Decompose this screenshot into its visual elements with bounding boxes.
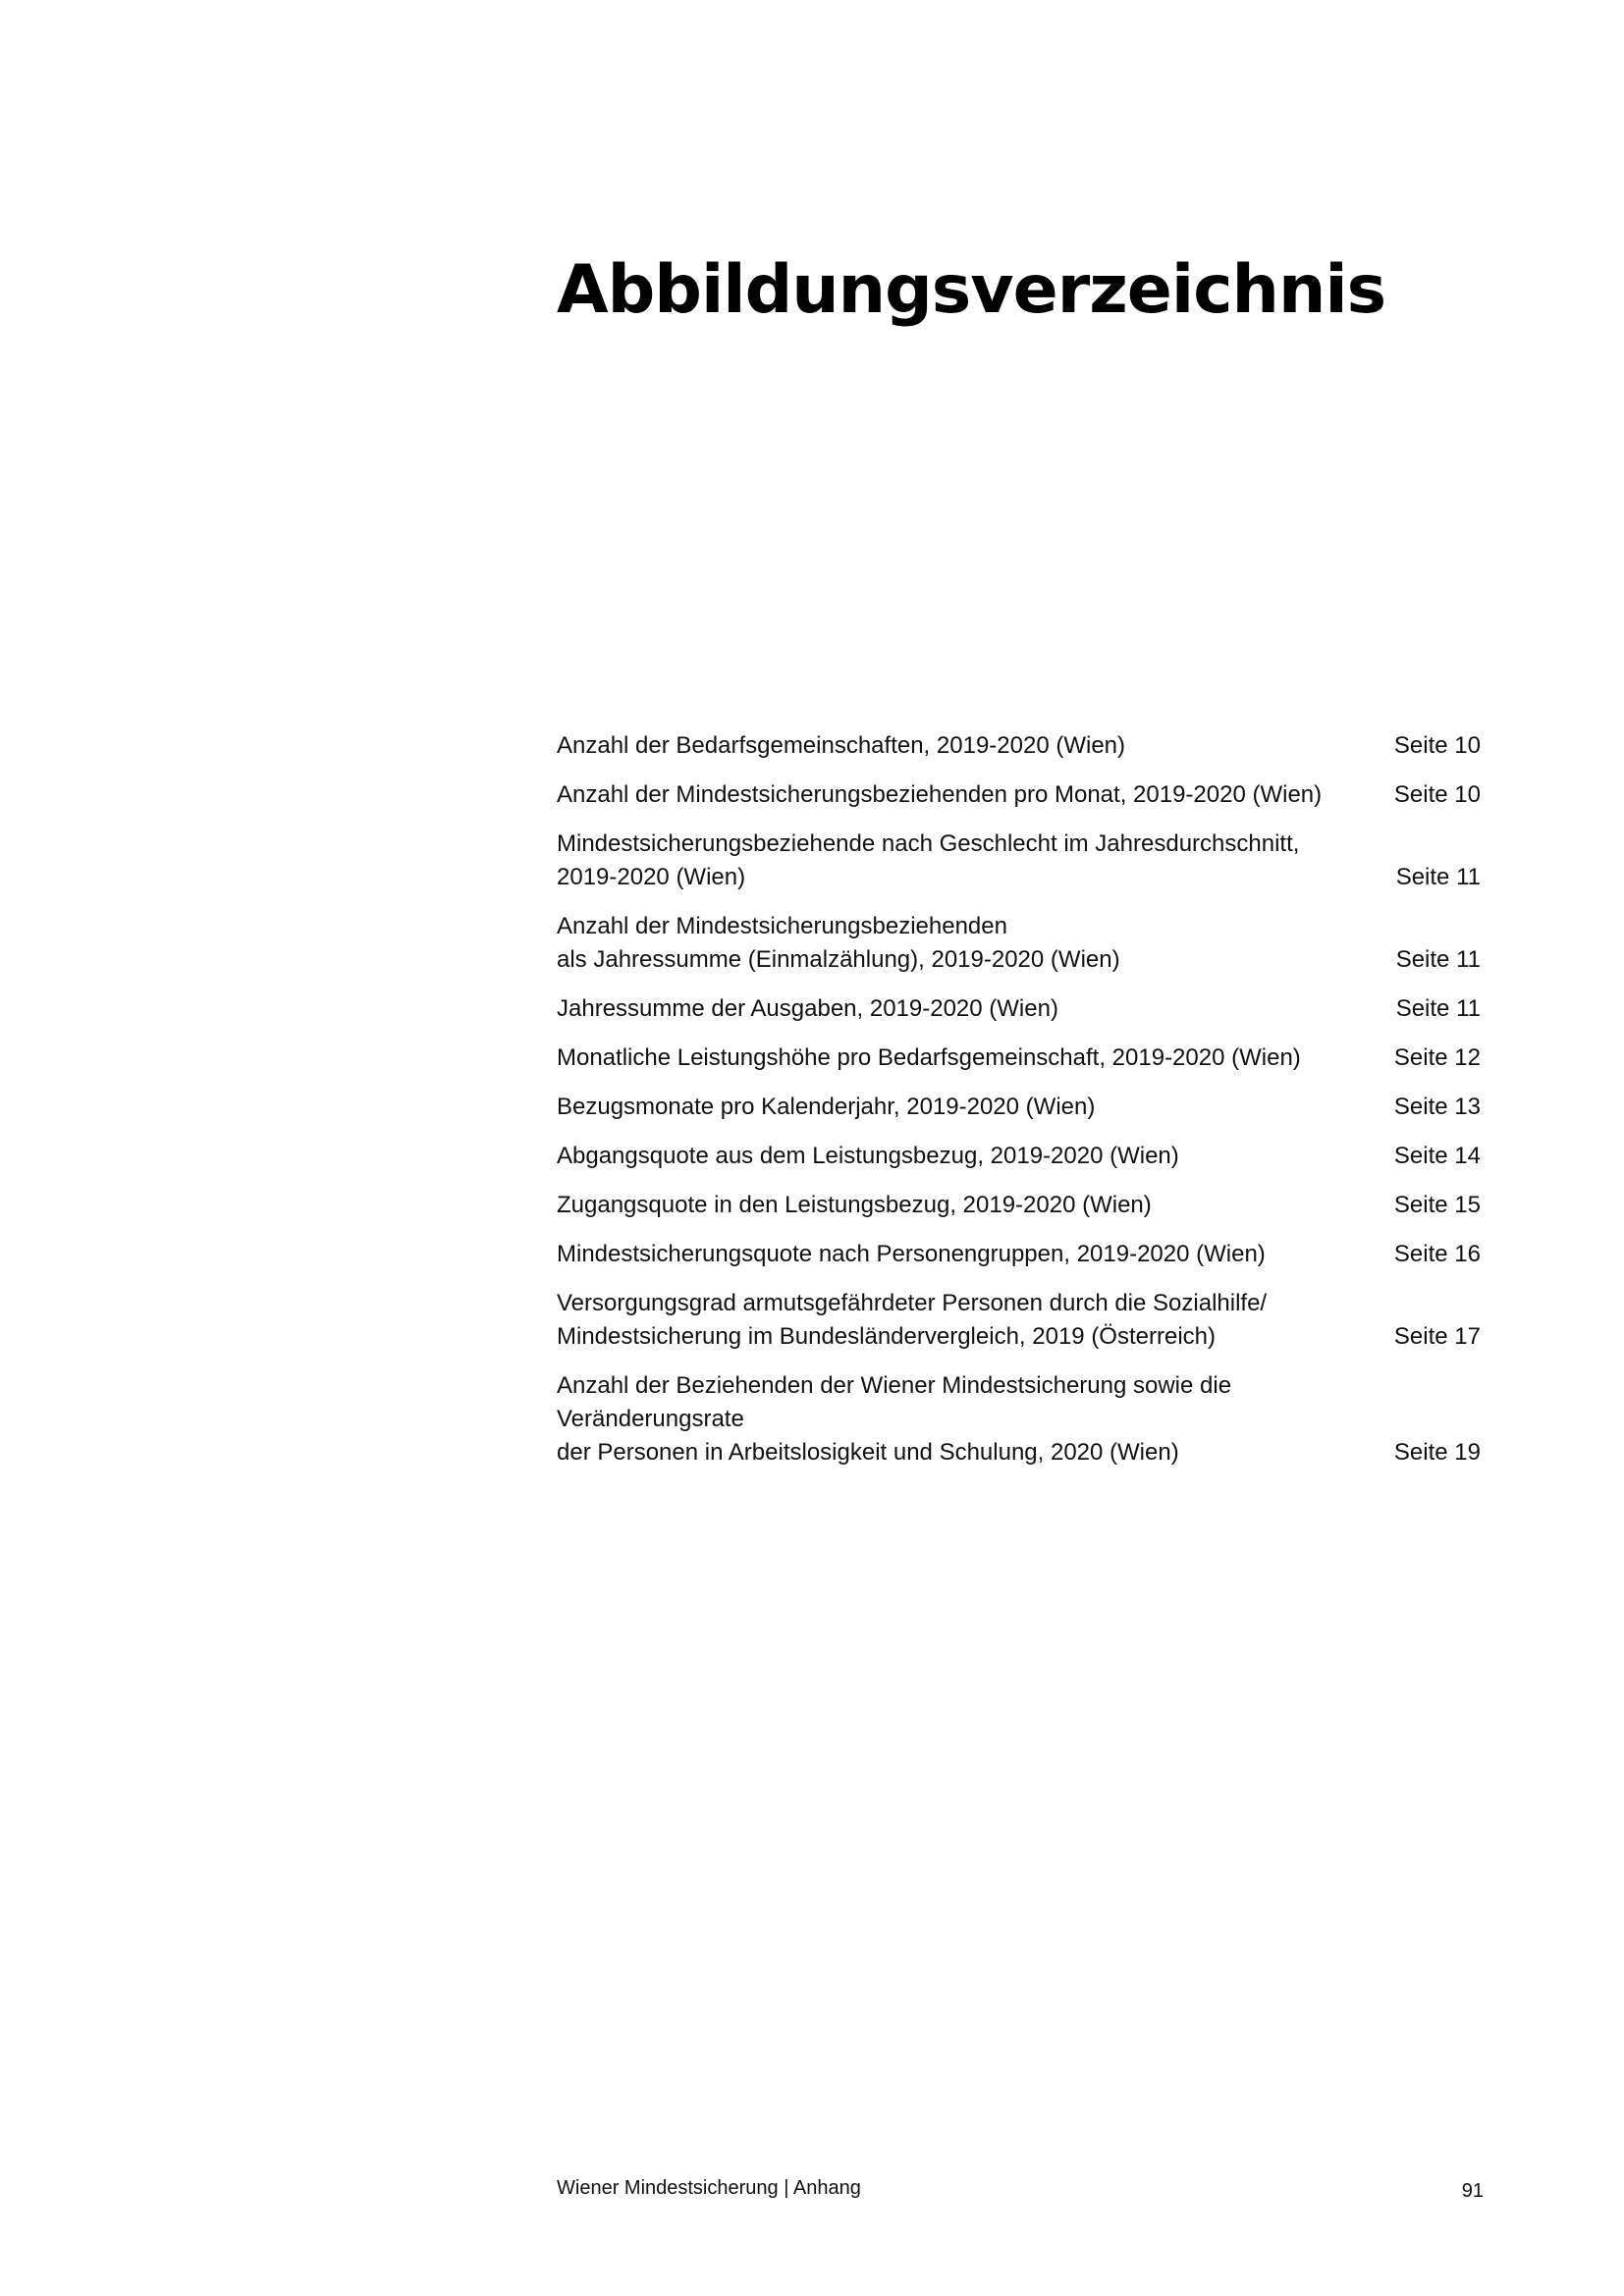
toc-entry[interactable] <box>557 1041 1481 1075</box>
toc-entry[interactable] <box>557 1140 1481 1173</box>
toc-entry-page: Seite 11 <box>1395 995 1481 1022</box>
toc-entry-page: Seite 17 <box>1393 1323 1481 1350</box>
toc-entry[interactable] <box>557 992 1481 1026</box>
toc-entry-page: Seite 11 <box>1395 946 1481 973</box>
toc-entry-page: Seite 10 <box>1393 732 1481 759</box>
toc-entry-title: Mindestsicherungsquote nach Personengruppen, 2019-2020 (Wien) <box>557 1241 1266 1267</box>
toc-entry[interactable] <box>557 778 1481 812</box>
toc-entry-page: Seite 13 <box>1393 1094 1481 1120</box>
toc-entry-title: Monatliche Leistungshöhe pro Bedarfsgemeinschaft, 2019-2020 (Wien) <box>557 1044 1301 1071</box>
list-of-figures <box>557 729 1481 1485</box>
toc-entry-title: Mindestsicherungsbeziehende nach Geschlecht im Jahresdurchschnitt, 2019-2020 (Wien) <box>557 830 1300 890</box>
toc-entry[interactable] <box>557 729 1481 763</box>
toc-entry-title: Versorgungsgrad armutsgefährdeter Personen durch die Sozialhilfe/ Mindestsicherung im Bundesländervergleich, 2019 (Österreich) <box>557 1290 1268 1350</box>
toc-entry-page: Seite 12 <box>1393 1044 1481 1071</box>
footer-page-number: 91 <box>1461 2180 1484 2202</box>
toc-entry-page: Seite 15 <box>1393 1192 1481 1218</box>
toc-entry-page: Seite 14 <box>1393 1143 1481 1169</box>
toc-entry-page: Seite 10 <box>1393 781 1481 808</box>
toc-entry[interactable] <box>557 1287 1481 1354</box>
toc-entry-title: Zugangsquote in den Leistungsbezug, 2019-2020 (Wien) <box>557 1192 1152 1218</box>
toc-entry[interactable] <box>557 1189 1481 1222</box>
toc-entry-title: Jahressumme der Ausgaben, 2019-2020 (Wien) <box>557 995 1058 1022</box>
toc-entry[interactable] <box>557 1091 1481 1124</box>
toc-entry-title: Bezugsmonate pro Kalenderjahr, 2019-2020 (Wien) <box>557 1094 1096 1120</box>
toc-entry-title: Anzahl der Mindestsicherungsbeziehenden pro Monat, 2019-2020 (Wien) <box>557 781 1323 808</box>
footer-publication-title: Wiener Mindestsicherung | Anhang <box>557 2177 861 2199</box>
toc-entry-page: Seite 11 <box>1395 864 1481 890</box>
toc-entry[interactable] <box>557 828 1481 894</box>
toc-entry[interactable] <box>557 910 1481 977</box>
toc-entry[interactable] <box>557 1369 1481 1469</box>
toc-entry-title: Anzahl der Bedarfsgemeinschaften, 2019-2020 (Wien) <box>557 732 1125 759</box>
toc-entry[interactable] <box>557 1238 1481 1271</box>
page-title: Abbildungsverzeichnis <box>557 251 1386 329</box>
toc-entry-page: Seite 16 <box>1393 1241 1481 1267</box>
toc-entry-page: Seite 19 <box>1393 1439 1481 1466</box>
toc-entry-title: Anzahl der Beziehenden der Wiener Mindestsicherung sowie die Veränderungsrate der Personen in Arbeitslosigkeit und Schulung, 2020 (Wien) <box>557 1372 1232 1466</box>
toc-entry-title: Abgangsquote aus dem Leistungsbezug, 2019-2020 (Wien) <box>557 1143 1179 1169</box>
toc-entry-title: Anzahl der Mindestsicherungsbeziehenden als Jahressumme (Einmalzählung), 2019-2020 (Wien) <box>557 913 1120 973</box>
